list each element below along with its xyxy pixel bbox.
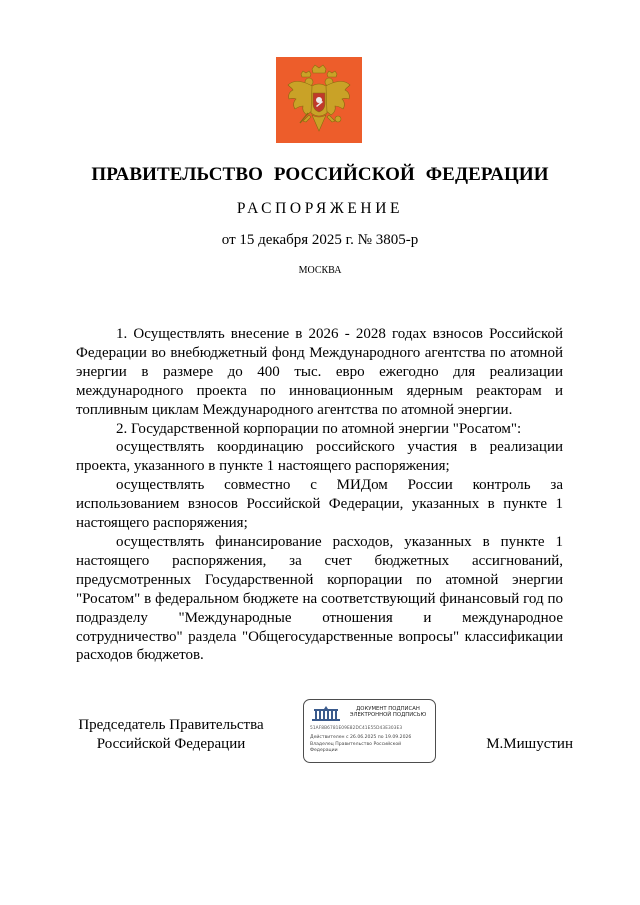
stamp-validity-period: Действителен с 26.06.2025 по 19.09.2026 <box>310 735 412 740</box>
document-city: МОСКВА <box>298 265 342 276</box>
signatory-name: М.Мишустин <box>486 736 573 752</box>
government-title: ПРАВИТЕЛЬСТВО РОССИЙСКОЙ ФЕДЕРАЦИИ <box>91 164 549 185</box>
paragraph-1: 1. Осуществлять внесение в 2026 - 2028 годах взносов Российской Федерации во внебюджетный фонд Международного агентства по атомной энергии в размере до 400 тыс. евро ежегодно для реализации международного проекта по инновационным ядерным реакторам и топливным циклам Международного агентства по атомной энергии. <box>76 326 563 418</box>
stamp-title-line-2: ЭЛЕКТРОННОЙ ПОДПИСЬЮ <box>349 712 427 719</box>
electronic-signature-stamp <box>303 699 436 763</box>
stamp-owner: Владелец Правительство Российской Федерации <box>310 742 402 753</box>
document-body <box>76 325 563 665</box>
signatory-position <box>76 716 266 754</box>
stamp-certificate-serial: 51AF8B6781E09E82DC41E55D43E303E3 <box>310 726 403 731</box>
paragraph-3: осуществлять координацию российского участия в реализации проекта, указанного в пункте 1 настоящего распоряжения; <box>76 439 563 475</box>
paragraph-4: осуществлять совместно с МИДом России контроль за использованием взносов Российской Федерации, указанных в пункте 1 настоящего распоряжения; <box>76 477 563 532</box>
signatory-position-line-1: Председатель Правительства <box>78 717 264 733</box>
paragraph-2: 2. Государственной корпорации по атомной энергии "Росатом": <box>116 420 522 437</box>
stamp-title-line-1: ДОКУМЕНТ ПОДПИСАН <box>356 706 420 712</box>
government-building-icon <box>310 705 342 721</box>
russian-coat-of-arms-icon <box>276 57 362 143</box>
document-type: РАСПОРЯЖЕНИЕ <box>236 200 404 217</box>
stamp-title <box>342 706 434 719</box>
paragraph-5: осуществлять финансирование расходов, указанных в пункте 1 настоящего распоряжения, за счет бюджетных ассигнований, предусмотренных Государственной корпорации по атомной энергии "Росатом" в федеральном бюджете на соответствующий финансовый год по подразделу "Международные отношения и международное сотрудничество" раздела "Общегосударственные вопросы" классификации расходов бюджетов. <box>76 533 563 664</box>
signatory-position-line-2: Российской Федерации <box>96 736 246 752</box>
document-date-number: от 15 декабря 2025 г. № 3805-р <box>221 232 419 248</box>
